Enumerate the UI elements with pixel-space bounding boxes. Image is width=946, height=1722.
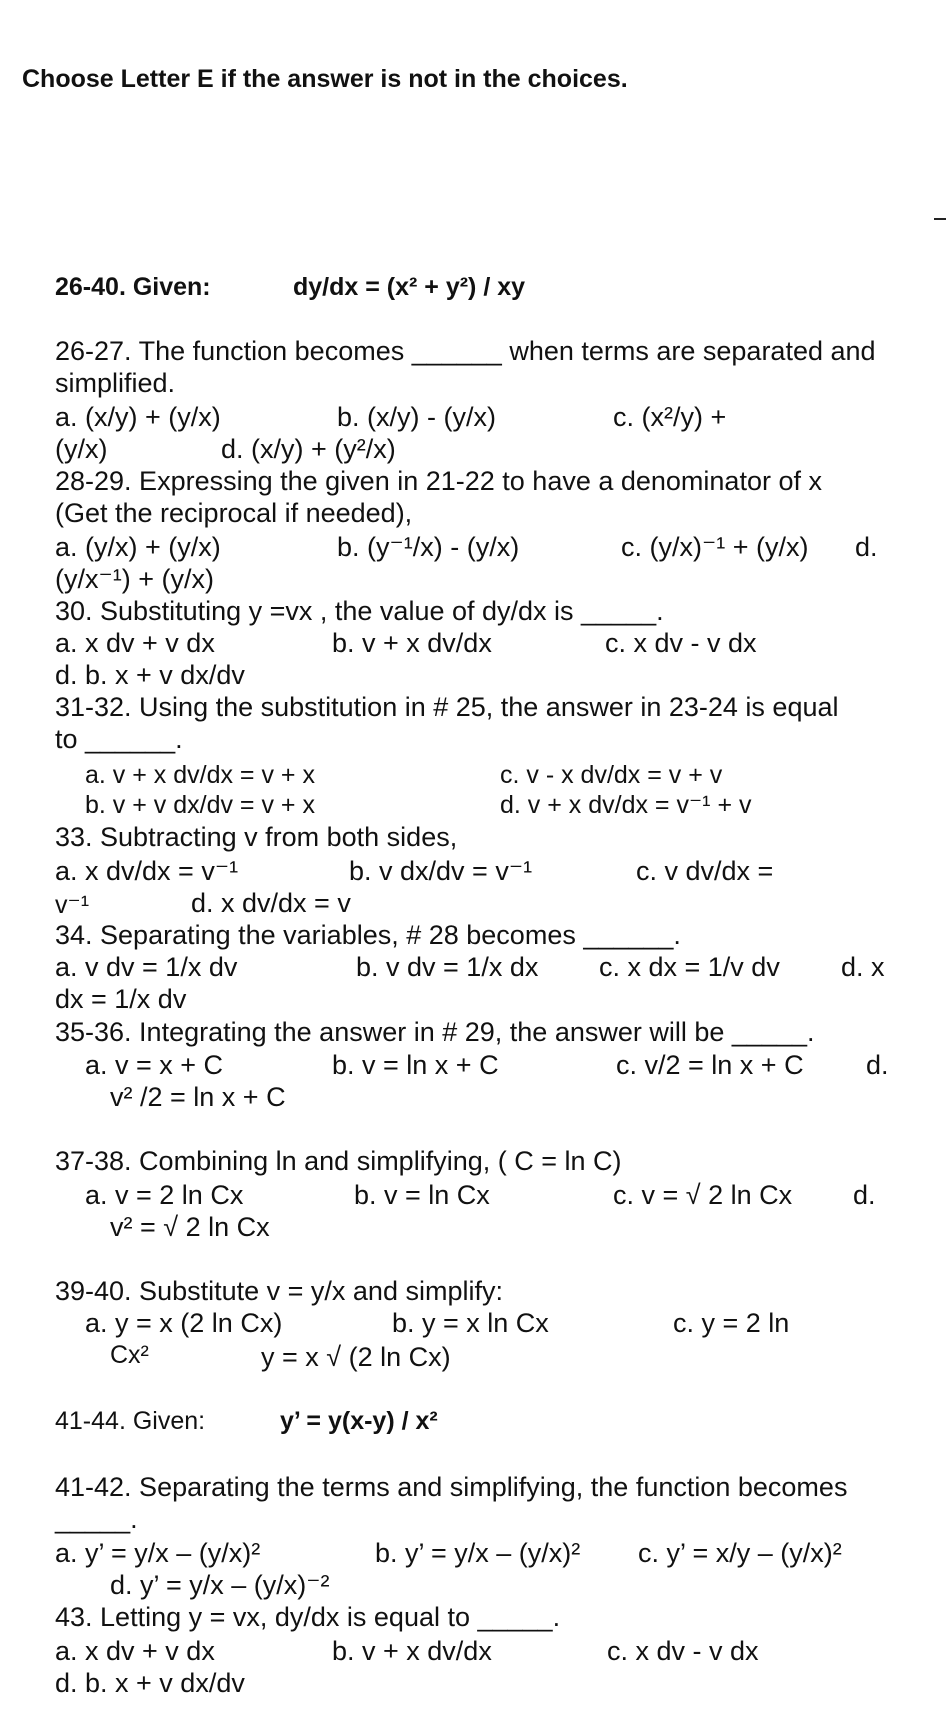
choice-b: b. v + x dv/dx (332, 1636, 492, 1666)
question-stem: 41-42. Separating the terms and simplifying, the function becomes (55, 1472, 848, 1502)
choice-d: dx = 1/x dv (55, 984, 187, 1014)
choice-b: b. v dv = 1/x dx (356, 952, 539, 982)
question-stem: 34. Separating the variables, # 28 becomes ______. (55, 920, 681, 950)
choice-a: a. y = x (2 ln Cx) (85, 1308, 283, 1338)
question-stem: 26-27. The function becomes ______ when terms are separated and (55, 336, 876, 366)
choice-b: b. v dx/dv = v⁻¹ (349, 856, 533, 886)
choice-c: c. v/2 = ln x + C (616, 1050, 804, 1080)
choice-c: c. x dv - v dx (605, 628, 757, 658)
choice-c: c. y = 2 ln (673, 1308, 790, 1338)
choice-a: a. x dv + v dx (55, 628, 215, 658)
question-stem: _____. (55, 1504, 138, 1534)
choice-b: b. v = ln Cx (354, 1180, 490, 1210)
question-stem: 30. Substituting y =vx , the value of dy/dx is _____. (55, 596, 664, 626)
choice-b: b. y’ = y/x – (y/x)² (375, 1538, 581, 1568)
choice-d: (y/x⁻¹) + (y/x) (55, 564, 214, 594)
question-stem: 43. Letting y = vx, dy/dx is equal to _____. (55, 1602, 561, 1632)
choice-d: d. y’ = y/x – (y/x)⁻² (110, 1570, 330, 1600)
question-stem: simplified. (55, 368, 176, 398)
given-equation: dy/dx = (x² + y²) / xy (293, 273, 526, 301)
given-equation: y’ = y(x-y) / x² (280, 1407, 438, 1435)
choice-a: a. y’ = y/x – (y/x)² (55, 1538, 261, 1568)
given-label: 41-44. Given: (55, 1407, 206, 1435)
choice-c: (y/x) (55, 434, 108, 464)
choice-d: d. (x/y) + (y²/x) (221, 434, 396, 464)
question-stem: 31-32. Using the substitution in # 25, the answer in 23-24 is equal (55, 692, 839, 722)
choice-b: b. v = ln x + C (332, 1050, 499, 1080)
choice-d: d. x dv/dx = v (191, 888, 351, 918)
edge-dash (934, 218, 946, 220)
choice-c: c. (x²/y) + (613, 402, 727, 432)
question-stem: to ______. (55, 724, 183, 754)
choice-d: d. (853, 1180, 876, 1210)
question-stem: (Get the reciprocal if needed), (55, 498, 413, 528)
choice-d: d. (866, 1050, 889, 1080)
choice-d: d. v + x dv/dx = v⁻¹ + v (500, 791, 752, 819)
choice-d: v² = √ 2 ln Cx (110, 1212, 270, 1242)
choice-c: v⁻¹ (55, 891, 90, 919)
choice-a: a. (x/y) + (y/x) (55, 402, 221, 432)
choice-d: d. b. x + v dx/dv (55, 1668, 245, 1698)
choice-b: b. y = x ln Cx (392, 1308, 549, 1338)
choice-c: c. v dv/dx = (636, 856, 774, 886)
question-stem: 35-36. Integrating the answer in # 29, the answer will be _____. (55, 1017, 815, 1047)
question-stem: 39-40. Substitute v = y/x and simplify: (55, 1276, 503, 1306)
choice-b: b. v + v dx/dv = v + x (85, 791, 315, 819)
choice-a: a. v + x dv/dx = v + x (85, 761, 315, 789)
choice-c: c. v = √ 2 ln Cx (613, 1180, 793, 1210)
header-instruction: Choose Letter E if the answer is not in the choices. (22, 65, 628, 93)
choice-a: a. x dv/dx = v⁻¹ (55, 856, 239, 886)
choice-a: a. v = 2 ln Cx (85, 1180, 244, 1210)
choice-c: Cx² (110, 1341, 149, 1369)
choice-d: d. x (841, 952, 885, 982)
choice-c: c. (y/x)⁻¹ + (y/x) (621, 532, 809, 562)
choice-d: v² /2 = ln x + C (110, 1082, 286, 1112)
choice-c: c. v - x dv/dx = v + v (500, 761, 723, 789)
choice-d: d. b. x + v dx/dv (55, 660, 245, 690)
choice-b: b. (y⁻¹/x) - (y/x) (337, 532, 520, 562)
choice-a: a. x dv + v dx (55, 1636, 215, 1666)
choice-d: y = x √ (2 ln Cx) (261, 1342, 451, 1372)
choice-b: b. v + x dv/dx (332, 628, 492, 658)
given-label: 26-40. Given: (55, 273, 211, 301)
choice-b: b. (x/y) - (y/x) (337, 402, 496, 432)
question-stem: 28-29. Expressing the given in 21-22 to have a denominator of x (55, 466, 822, 496)
choice-c: c. y’ = x/y – (y/x)² (638, 1538, 842, 1568)
question-stem: 37-38. Combining ln and simplifying, ( C = ln C) (55, 1146, 622, 1176)
choice-c: c. x dx = 1/v dv (599, 952, 780, 982)
question-stem: 33. Subtracting v from both sides, (55, 822, 458, 852)
choice-d: d. (855, 532, 878, 562)
choice-c: c. x dv - v dx (607, 1636, 759, 1666)
choice-a: a. v dv = 1/x dv (55, 952, 238, 982)
choice-a: a. (y/x) + (y/x) (55, 532, 221, 562)
choice-a: a. v = x + C (85, 1050, 224, 1080)
